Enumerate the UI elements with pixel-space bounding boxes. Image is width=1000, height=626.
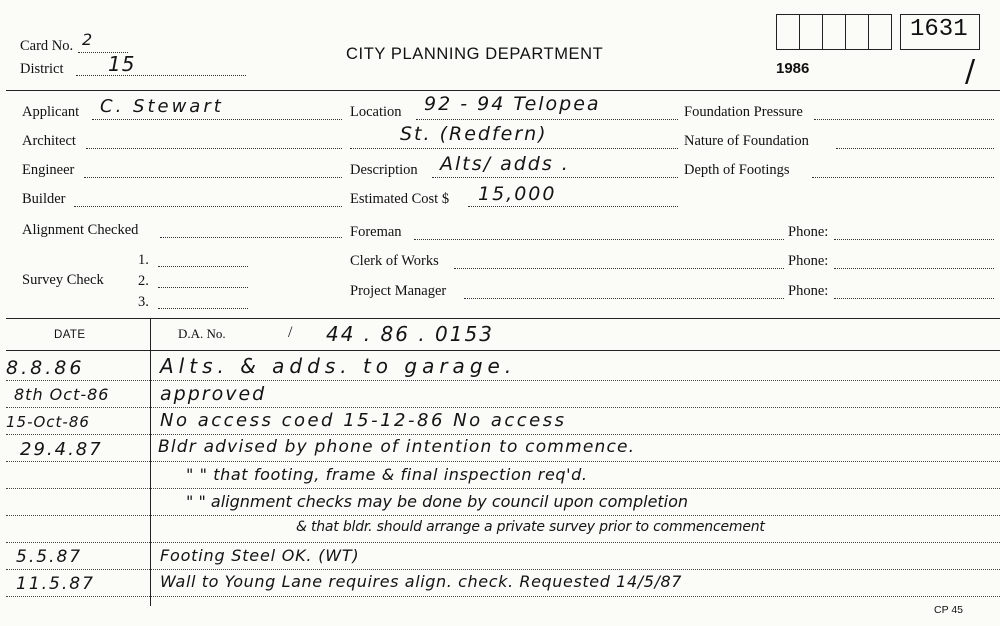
table-row-text: Bldr advised by phone of intention to commence. [158,437,636,457]
description-value: Alts/ adds . [440,153,570,175]
applicant-value: C. Stewart [100,96,224,117]
survey-item-3: 3. [138,294,149,310]
district-label: District [20,61,64,77]
table-row-text: Alts. & adds. to garage. [160,354,517,378]
card-digit-box-5 [868,14,892,50]
department-title: CITY PLANNING DEPARTMENT [346,45,604,63]
project-manager-label: Project Manager [350,283,447,299]
alignment-checked-label: Alignment Checked [22,222,139,238]
foundation-pressure-label: Foundation Pressure [684,104,803,120]
date-column-header: DATE [54,329,86,341]
da-mark: / [288,324,293,341]
card-digit-box-3 [822,14,846,50]
table-row-text: " " alignment checks may be done by council upon completion [186,492,689,511]
card-no-label: Card No. [20,38,74,54]
table-row-date: 15-Oct-86 [6,413,90,431]
survey-item-2: 2. [138,273,149,289]
nature-of-foundation-label: Nature of Foundation [684,133,809,149]
card-mark: / [965,54,976,89]
date-column-divider [150,318,151,606]
foreman-phone-label: Phone: [788,224,829,240]
location-label: Location [350,104,402,120]
engineer-label: Engineer [22,162,75,178]
table-row-date: 11.5.87 [16,574,95,594]
survey-check-label: Survey Check [22,272,104,288]
table-top-rule [6,318,1000,319]
table-row-date: 29.4.87 [20,439,103,460]
estimated-cost-label: Estimated Cost $ [350,191,450,207]
location-value-line2: St. (Redfern) [400,123,548,145]
card-digit-box-1 [776,14,800,50]
card-number: 1631 [910,16,968,43]
architect-label: Architect [22,133,76,149]
header-row-rule [6,350,1000,351]
card-no-value: 2 [82,30,94,49]
clerk-of-works-label: Clerk of Works [350,253,439,269]
applicant-label: Applicant [22,104,80,120]
table-row-text: approved [160,383,267,405]
table-row-text: No access coed 15-12-86 No access [160,410,567,431]
depth-of-footings-label: Depth of Footings [684,162,790,178]
table-row-text: & that bldr. should arrange a private survey prior to commencement [296,519,765,535]
survey-item-1: 1. [138,252,149,268]
table-row-date: 8.8.86 [6,357,85,379]
form-code: CP 45 [934,604,963,616]
foreman-label: Foreman [350,224,402,240]
year-label: 1986 [776,60,810,77]
da-number-value: 44 . 86 . 0153 [326,322,494,346]
da-number-label: D.A. No. [178,326,226,341]
table-row-date: 8th Oct-86 [14,385,110,404]
table-row-date: 5.5.87 [16,547,83,567]
clerk-phone-label: Phone: [788,253,829,269]
table-row-text: Wall to Young Lane requires align. check. Requested 14/5/87 [160,572,683,591]
table-row-text: Footing Steel OK. (WT) [160,546,360,565]
description-label: Description [350,162,418,178]
card-digit-box-2 [799,14,823,50]
estimated-cost-value: 15,000 [478,183,557,205]
pm-phone-label: Phone: [788,283,829,299]
table-row-text: " " that footing, frame & final inspection req'd. [186,465,588,484]
district-value: 15 [108,52,136,76]
location-value-line1: 92 - 94 Telopea [424,93,601,115]
card-digit-box-4 [845,14,869,50]
builder-label: Builder [22,191,66,207]
